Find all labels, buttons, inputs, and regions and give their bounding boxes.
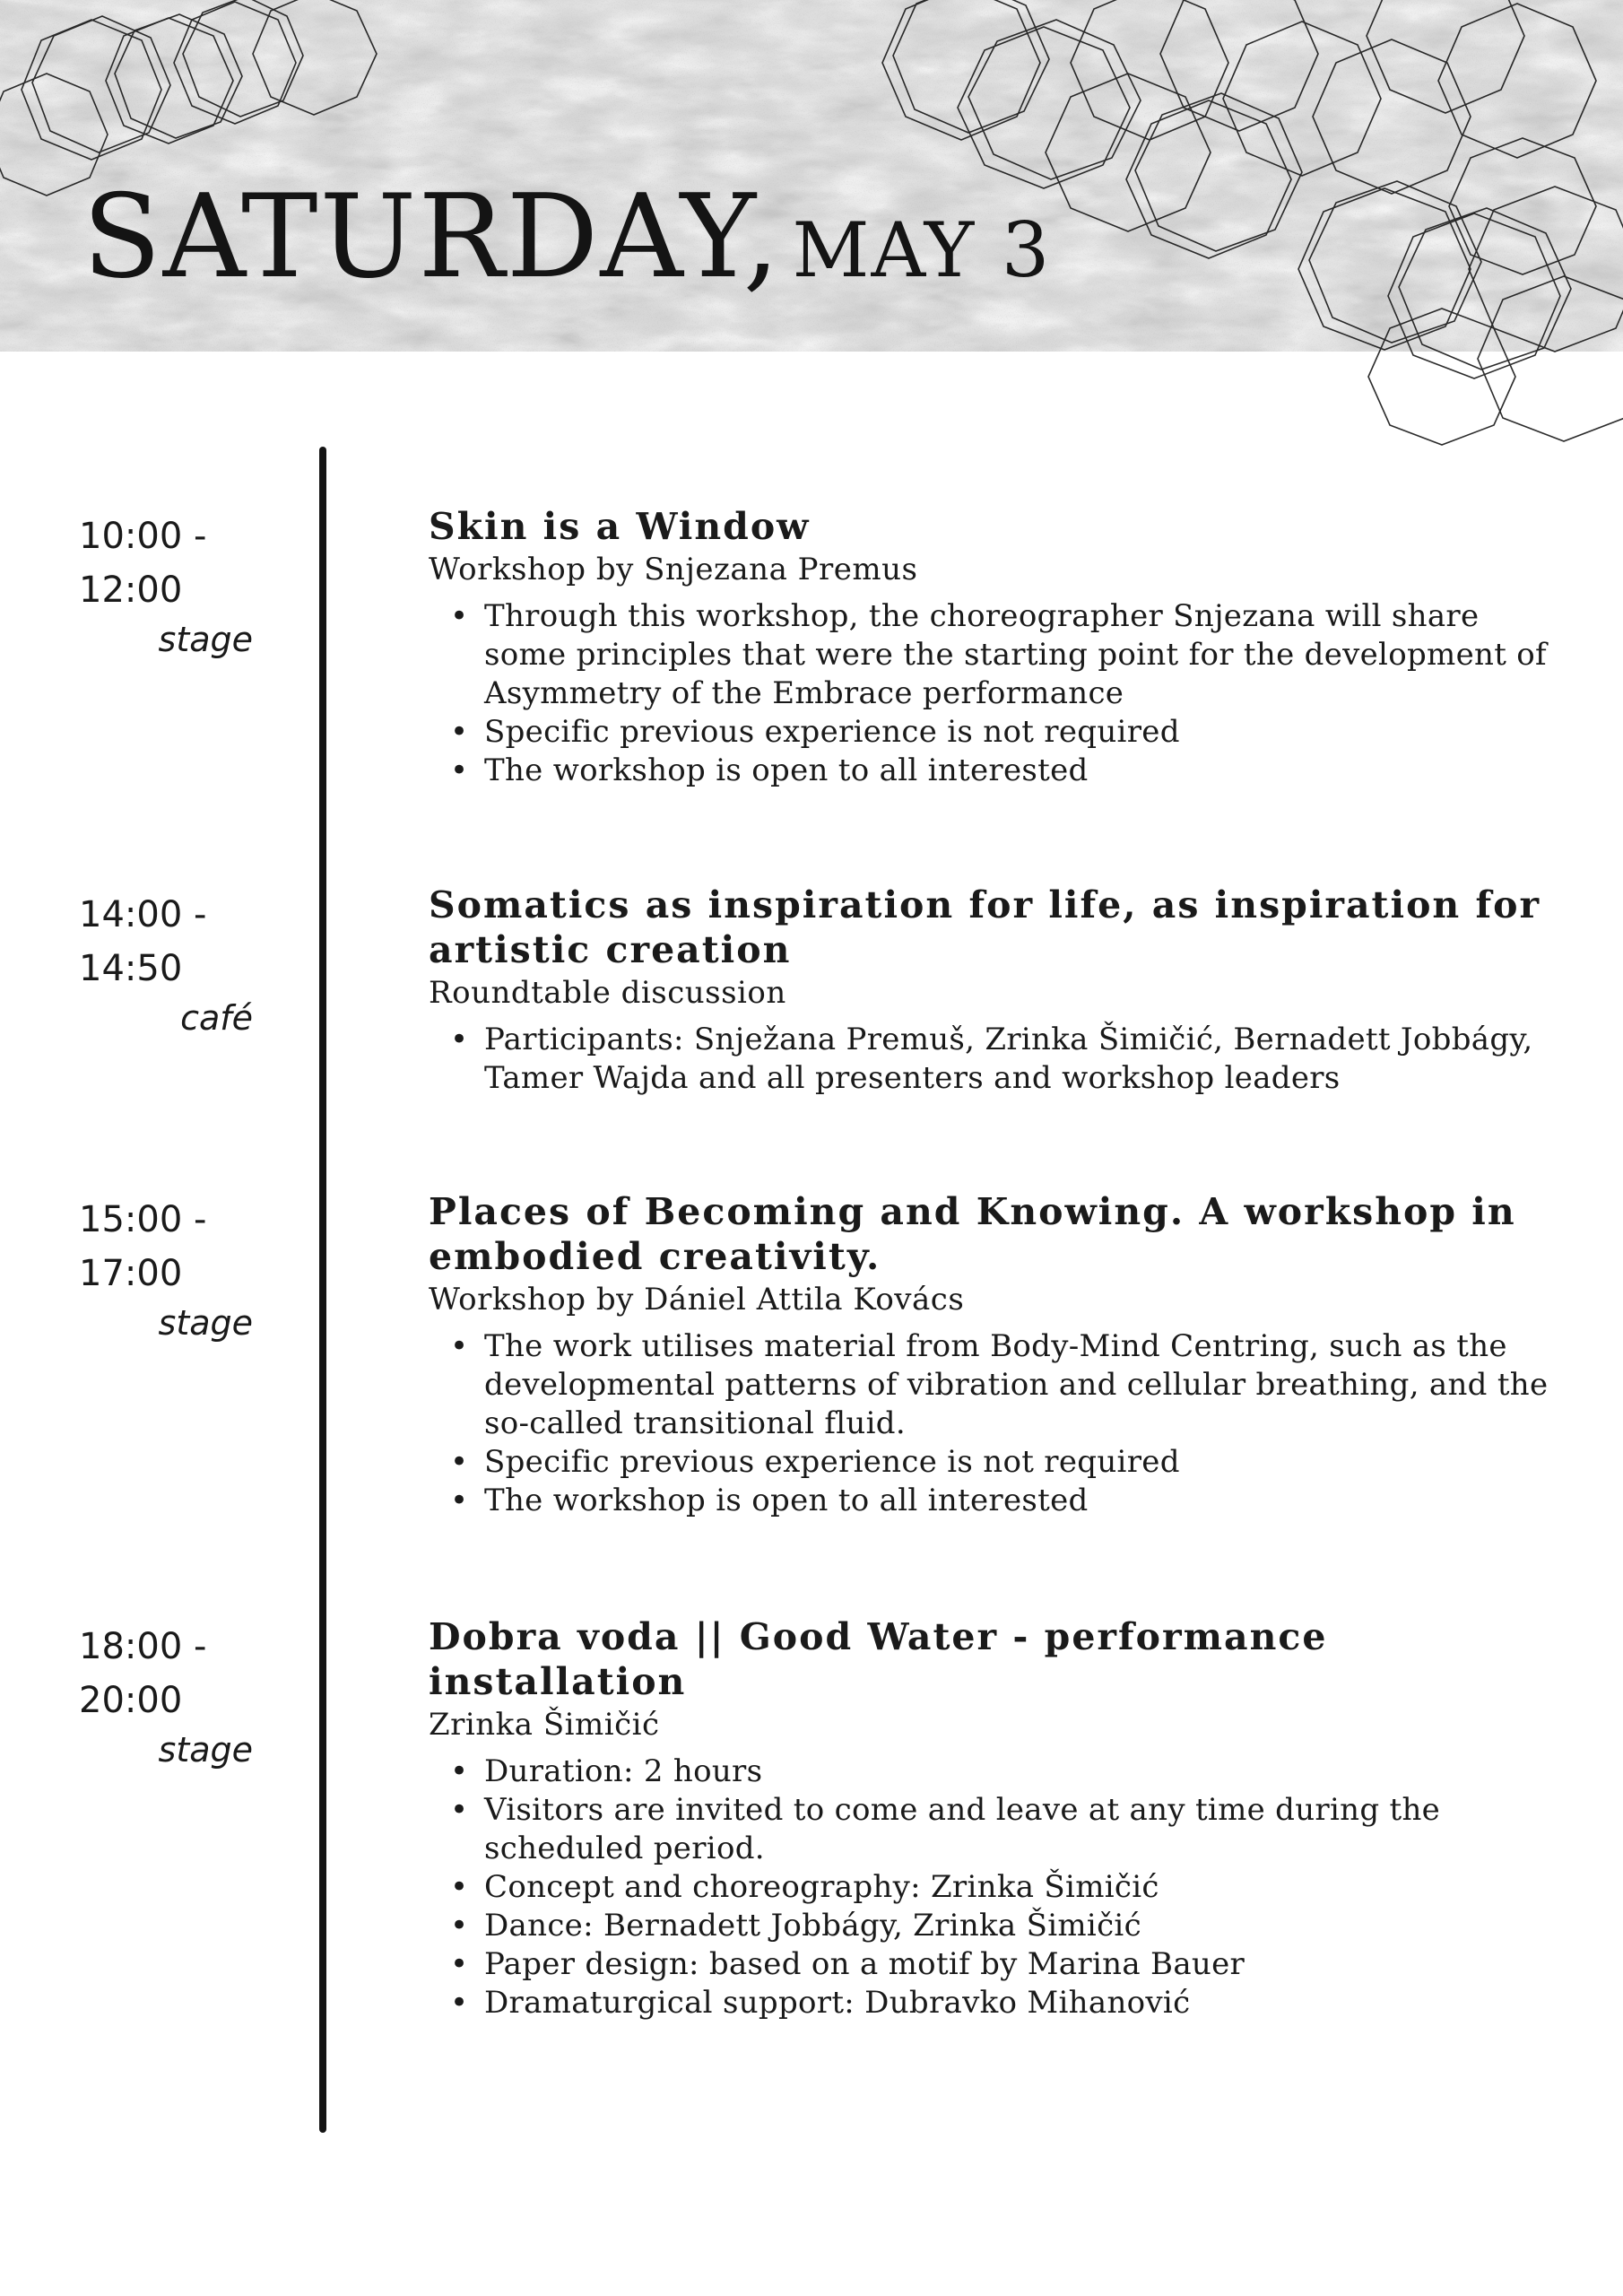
event-title: Dobra voda || Good Water - performance installation (429, 1615, 1328, 1703)
event-subtitle: Workshop by Snjezana Premus (429, 552, 918, 587)
venue-label: stage (158, 1303, 253, 1343)
event-detail-item: • Dramaturgical support: Dubravko Mihanović (484, 1984, 1558, 2022)
venue-label: stage (158, 620, 253, 659)
schedule-event (429, 504, 1558, 790)
event-details-list (429, 597, 1558, 790)
venue-label: café (180, 998, 253, 1038)
event-detail-item: • Concept and choreography: Zrinka Šimičić (484, 1868, 1558, 1907)
title-date: MAY 3 (792, 206, 1052, 294)
event-detail-item: • Participants: Snježana Premuš, Zrinka Šimičić, Bernadett Jobbágy, Tamer Wajda and all presenters and workshop leaders (484, 1021, 1558, 1098)
event-detail-item: • Specific previous experience is not required (484, 1443, 1558, 1482)
event-detail-item: • The workshop is open to all interested (484, 1482, 1558, 1520)
event-title: Skin is a Window (429, 505, 811, 548)
event-detail-item: • The work utilises material from Body-Mind Centring, such as the developmental patterns of vibration and cellular breathing, and the so-called transitional fluid. (484, 1327, 1558, 1443)
event-detail-item: • Duration: 2 hours (484, 1752, 1558, 1791)
event-title: Somatics as inspiration for life, as inspiration for artistic creation (429, 883, 1541, 971)
time-range: 10:00 - 12:00 (79, 516, 207, 611)
event-details-list (429, 1327, 1558, 1520)
time-range: 14:00 - 14:50 (79, 894, 207, 989)
time-slot (79, 888, 258, 1040)
schedule-event (429, 1614, 1558, 2022)
time-slot (79, 1620, 258, 1772)
schedule-event (429, 1189, 1558, 1520)
title-day: SATURDAY, (82, 170, 782, 304)
event-subtitle: Workshop by Dániel Attila Kovács (429, 1282, 965, 1318)
timeline-divider (319, 447, 326, 2133)
time-slot (79, 1193, 258, 1345)
event-title: Places of Becoming and Knowing. A workshop in embodied creativity. (429, 1190, 1516, 1278)
venue-label: stage (158, 1730, 253, 1770)
page-title (82, 170, 1051, 304)
event-subtitle: Zrinka Šimičić (429, 1707, 660, 1743)
event-subtitle: Roundtable discussion (429, 975, 786, 1011)
time-range: 15:00 - 17:00 (79, 1199, 207, 1294)
event-detail-item: • Through this workshop, the choreographer Snjezana will share some principles that were the starting point for the development of Asymmetry of the Embrace performance (484, 597, 1558, 713)
event-detail-item: • The workshop is open to all interested (484, 752, 1558, 790)
event-details-list (429, 1752, 1558, 2022)
time-range: 18:00 - 20:00 (79, 1626, 207, 1721)
schedule-event (429, 883, 1558, 1098)
event-details-list (429, 1021, 1558, 1098)
event-detail-item: • Paper design: based on a motif by Marina Bauer (484, 1945, 1558, 1984)
time-slot (79, 509, 258, 662)
event-detail-item: • Dance: Bernadett Jobbágy, Zrinka Šimičić (484, 1907, 1558, 1945)
event-detail-item: • Visitors are invited to come and leave at any time during the scheduled period. (484, 1791, 1558, 1868)
event-detail-item: • Specific previous experience is not required (484, 713, 1558, 752)
